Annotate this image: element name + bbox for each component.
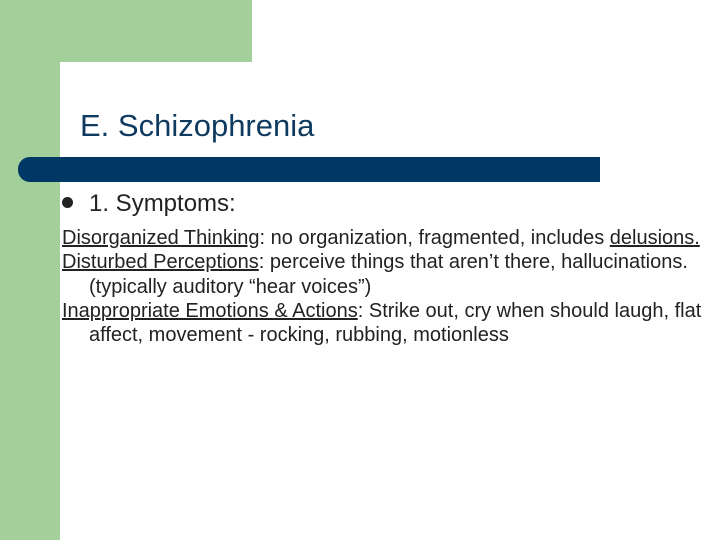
slide-title: E. Schizophrenia bbox=[80, 108, 315, 143]
symptom-description: : Strike out, cry when should laugh, flat affect, movement - rocking, rubbing, motionless bbox=[89, 299, 702, 347]
symptom-list bbox=[62, 226, 712, 347]
symptom-term: Disorganized Thinking bbox=[62, 227, 260, 249]
symptom-term: Inappropriate Emotions & Actions bbox=[62, 299, 358, 322]
symptom-term: Disturbed Perceptions bbox=[62, 251, 259, 274]
symptom-underlined-word: delusions. bbox=[609, 227, 700, 249]
bullet-label: 1. Symptoms: bbox=[89, 190, 236, 217]
symptom-item bbox=[62, 250, 712, 274]
symptom-description: : no organization, fragmented, includes bbox=[259, 227, 610, 249]
symptom-item bbox=[62, 299, 712, 348]
bullet-dot-icon bbox=[62, 197, 73, 208]
symptom-item bbox=[62, 226, 712, 250]
bullet-symptoms bbox=[62, 190, 236, 218]
symptom-note: (typically auditory “hear voices”) bbox=[89, 275, 372, 298]
symptom-description: : perceive things that aren’t there, hallucinations. bbox=[258, 251, 688, 274]
title-underline-bar bbox=[18, 157, 600, 182]
decor-green-left bbox=[0, 0, 60, 540]
